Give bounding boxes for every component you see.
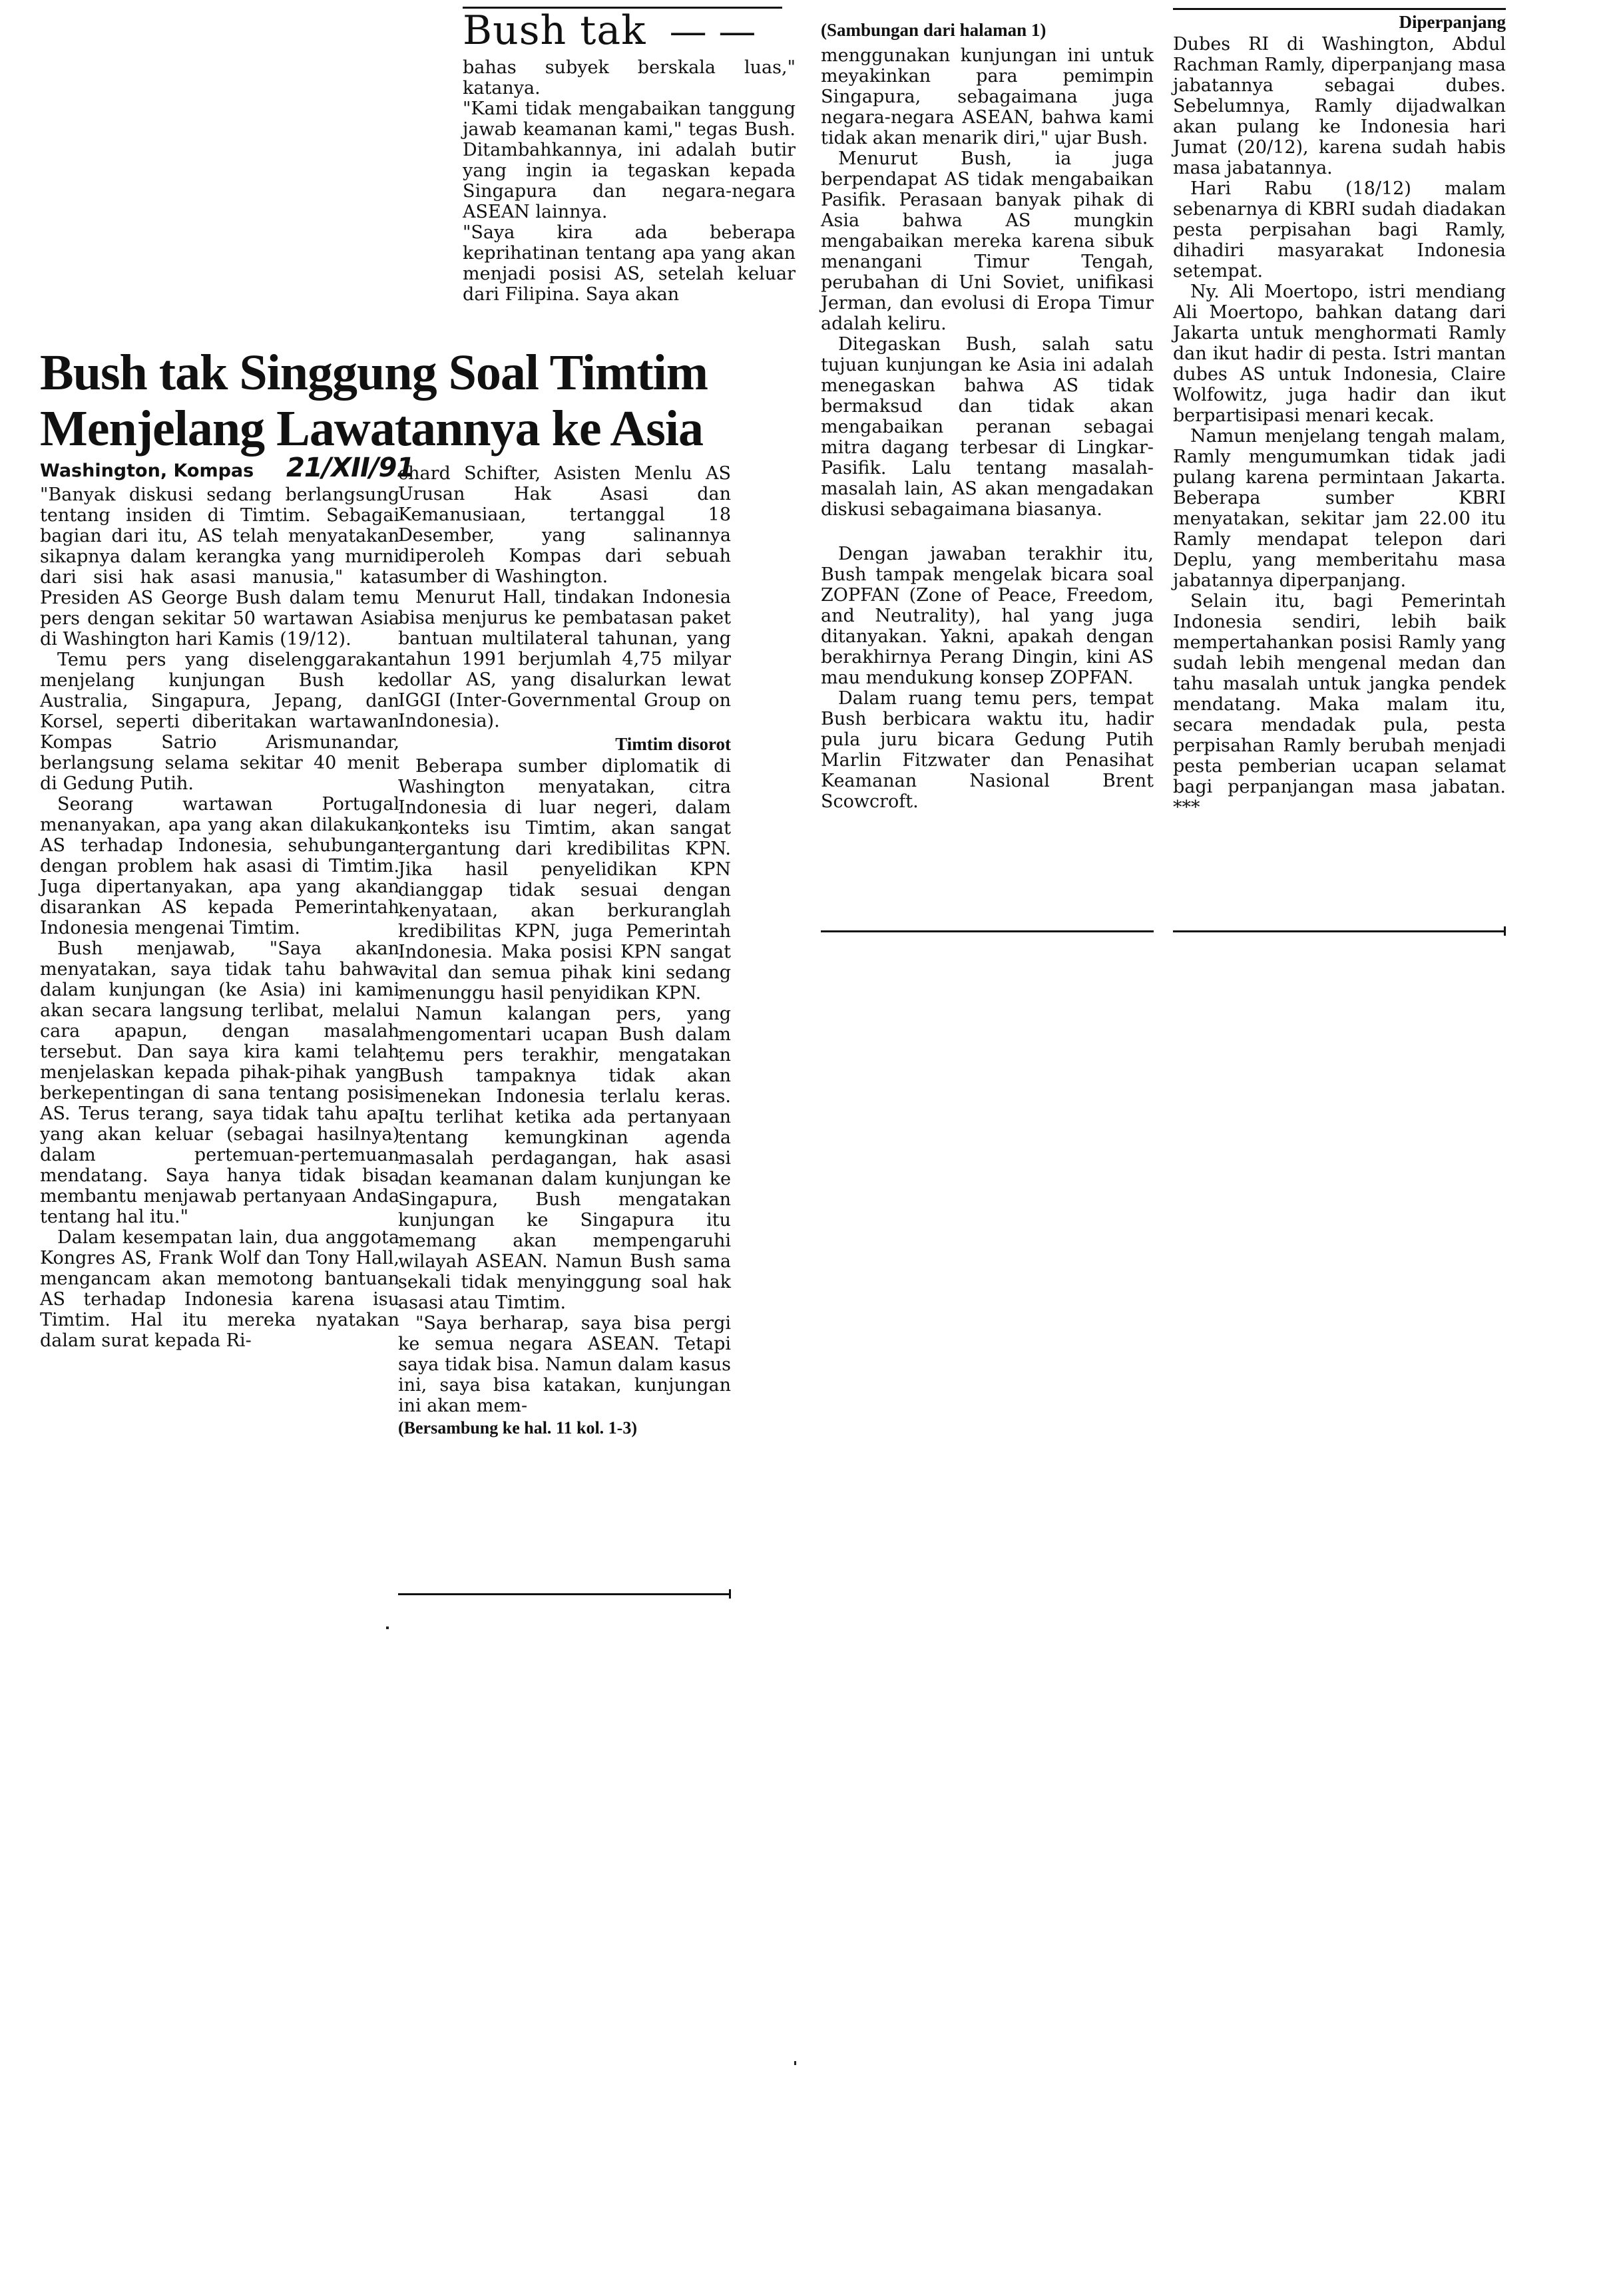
col3-bottom-rule (821, 930, 1154, 932)
continuation-body (463, 57, 796, 305)
col2-paragraph: Beberapa sumber diplomatik di Washington menyatakan, citra Indonesia di luar negeri, dalam konteks isu Timtim, akan sangat tergantung dari kredibilitas KPN. Jika hasil penyelidikan KPN dianggap tidak sesuai dengan kenyataan, akan berkuranglah kredibilitas KPN, juga Pemerintah Indonesia. Maka posisi KPN sangat vital dan semua pihak kini sedang menunggu hasil penyidikan KPN. (398, 756, 731, 1004)
col2-paragraph: Menurut Hall, tindakan Indonesia bisa menjurus ke pembatasan paket bantuan multilateral tahunan, yang tahun 1991 berjumlah 4,75 milyar dollar AS, yang disalurkan lewat IGGI (Inter-Governmental Group on Indonesia). (398, 587, 731, 731)
col3-paragraph: Menurut Bush, ia juga berpendapat AS tidak mengabaikan Pasifik. Perasaan banyak pihak di Asia bahwa AS mungkin mengabaikan mereka karena sibuk menangani Timur Tengah, perubahan di Uni Soviet, unifikasi Jerman, dan evolusi di Eropa Timur adalah keliru. (821, 148, 1154, 334)
continuation-dashes: — — (669, 10, 756, 53)
subhead-diperpanjang: Diperpanjang (1399, 12, 1506, 32)
col3-paragraph: Dengan jawaban terakhir itu, Bush tampak mengelak bicara soal ZOPFAN (Zone of Peace, Freedom, and Neutrality), hal yang juga ditanyakan. Yakni, apakah dengan berakhirnya Perang Dingin, kini AS mau mendukung konsep ZOPFAN. (821, 544, 1154, 688)
col4-bottom-rule (1173, 930, 1506, 932)
col2-bottom-tick (729, 1589, 731, 1599)
col2-paragraph: Namun kalangan pers, yang mengomentari ucapan Bush dalam temu pers terakhir, mengatakan Bush tampaknya tidak akan menekan Indonesia terlalu keras. Itu terlihat ketika ada pertanyaan tentang kemungkinan agenda masalah perdagangan, hak asasi dan keamanan dalam kunjungan ke Singapura, Bush mengatakan kunjungan ke Singapura itu memang akan mempengaruhi wilayah ASEAN. Namun Bush sama sekali tidak menyinggung soal hak asasi atau Timtim. (398, 1004, 731, 1313)
subhead-timtim-disorot: Timtim disorot (615, 734, 731, 754)
headline-line-1: Bush tak Singgung Soal Timtim (40, 345, 708, 401)
scan-speck (386, 1626, 389, 1629)
article-column-2 (398, 463, 731, 1439)
headline-line-2: Menjelang Lawatannya ke Asia (40, 401, 703, 457)
col2-bottom-rule (398, 1593, 731, 1595)
col4-bottom-tick (1504, 926, 1506, 936)
col4-paragraph: Namun menjelang tengah malam, Ramly mengumumkan tidak jadi pulang karena permintaan Jakarta. Beberapa sumber KBRI menyatakan, sekitar jam 22.00 itu Ramly mendapat telepon dari Deplu, yang memberitahu masa jabatannya diperpanjang. (1173, 426, 1506, 591)
col4-paragraph: Ny. Ali Moertopo, istri mendiang Ali Moertopo, bahkan datang dari Jakarta untuk menghormati Ramly dan ikut hadir di pesta. Istri mantan dubes AS untuk Indonesia, Claire Wolfowitz, juga hadir dan ikut berpartisipasi menari kecak. (1173, 282, 1506, 426)
continuation-header (463, 7, 782, 55)
article-column-3 (821, 19, 1154, 812)
col1-paragraph: Temu pers yang diselenggarakan menjelang kunjungan Bush ke Australia, Singapura, Jepang, dan Korsel, seperti diberitakan wartawan Kompas Satrio Arismunandar, berlangsung selama sekitar 40 menit di Gedung Putih. (40, 650, 399, 794)
col1-paragraph: "Banyak diskusi sedang berlangsung tentang insiden di Timtim. Sebagai bagian dari itu, AS telah menyatakan sikapnya dalam kerangka yang murni dari sisi hak asasi manusia," kata Presiden AS George Bush dalam temu pers dengan sekitar 50 wartawan Asia di Washington hari Kamis (19/12). (40, 484, 399, 650)
col1-paragraph: Bush menjawab, "Saya akan menyatakan, saya tidak tahu bahwa dalam kunjungan (ke Asia) ini kami akan secara langsung terlibat, melalui cara apapun, dengan masalah tersebut. Dan saya kira kami telah menjelaskan kepada pihak-pihak yang berkepentingan di sana tentang posisi AS. Terus terang, saya tidak tahu apa yang akan keluar (sebagai hasilnya) dalam pertemuan-pertemuan mendatang. Saya hanya tidak bisa membantu menjawab pertanyaan Anda tentang hal itu." (40, 938, 399, 1227)
col4-paragraph: Selain itu, bagi Pemerintah Indonesia sendiri, lebih baik mempertahankan posisi Ramly yang sudah lebih mengenal medan dan tahu masalah untuk jangka pendek mendatang. Maka malam itu, secara mendadak pula, pesta perpisahan Ramly berubah menjadi pesta pemberian ucapan selamat bagi perpanjangan masa jabatan. *** (1173, 591, 1506, 818)
col1-paragraph: Dalam kesempatan lain, dua anggota Kongres AS, Frank Wolf dan Tony Hall, mengancam akan memotong bantuan AS terhadap Indonesia karena isu Timtim. Hal itu mereka nyatakan dalam surat kepada Ri- (40, 1227, 399, 1351)
continuation-text: bahas subyek berskala luas," katanya. "Kami tidak mengabaikan tanggung jawab keamanan kami," tegas Bush. Ditambahkannya, ini adalah butir yang ingin ia tegaskan kepada Singapura dan negara-negara ASEAN lainnya. "Saya kira ada beberapa keprihatinan tentang apa yang akan menjadi posisi AS, setelah keluar dari Filipina. Saya akan (463, 57, 796, 305)
article-column-1 (40, 453, 415, 1351)
article-column-4 (1173, 12, 1506, 818)
dateline-place: Washington, Kompas (40, 461, 254, 481)
continuation-title: Bush tak (463, 7, 646, 54)
col3-paragraph: Dalam ruang temu pers, tempat Bush berbicara waktu itu, hadir pula juru bicara Gedung Putih Marlin Fitzwater dan Penasihat Keamanan Nasional Brent Scowcroft. (821, 688, 1154, 812)
col3-paragraph: Ditegaskan Bush, salah satu tujuan kunjungan ke Asia ini adalah menegaskan bahwa AS tidak bermaksud dan tidak akan mengabaikan peranan sebagai mitra dagang terbesar di Lingkar-Pasifik. Lalu tentang masalah-masalah lain, AS akan mengadakan diskusi sebagaimana biasanya. (821, 334, 1154, 520)
col4-top-rule (1173, 8, 1506, 10)
scan-speck (794, 2061, 796, 2065)
col2-paragraph: chard Schifter, Asisten Menlu AS Urusan Hak Asasi dan Kemanusiaan, tertanggal 18 Desember, yang salinannya diperoleh Kompas dari sebuah sumber di Washington. (398, 463, 731, 587)
col4-paragraph: Hari Rabu (18/12) malam sebenarnya di KBRI sudah diadakan pesta perpisahan bagi Ramly, dihadiri masyarakat Indonesia setempat. (1173, 178, 1506, 282)
continued-note: (Bersambung ke hal. 11 kol. 1-3) (398, 1418, 637, 1437)
handwritten-date: 21/XII/91 (286, 453, 415, 483)
col4-paragraph: Dubes RI di Washington, Abdul Rachman Ramly, diperpanjang masa jabatannya sebagai dubes. Sebelumnya, Ramly dijadwalkan akan pulang ke Indonesia hari Jumat (20/12), karena sudah habis masa jabatannya. (1173, 34, 1506, 178)
headline (40, 345, 759, 457)
col3-paragraph: menggunakan kunjungan ini untuk meyakinkan para pemimpin Singapura, sebagaimana juga negara-negara ASEAN, bahwa kami tidak akan menarik diri," ujar Bush. (821, 45, 1154, 148)
col1-paragraph: Seorang wartawan Portugal menanyakan, apa yang akan dilakukan AS terhadap Indonesia, sehubungan dengan problem hak asasi di Timtim. Juga dipertanyakan, apa yang akan disarankan AS kepada Pemerintah Indonesia mengenai Timtim. (40, 794, 399, 938)
col2-paragraph: "Saya berharap, saya bisa pergi ke semua negara ASEAN. Tetapi saya tidak bisa. Namun dalam kasus ini, saya bisa katakan, kunjungan ini akan mem- (398, 1313, 731, 1416)
continued-from-header: (Sambungan dari halaman 1) (821, 20, 1046, 40)
